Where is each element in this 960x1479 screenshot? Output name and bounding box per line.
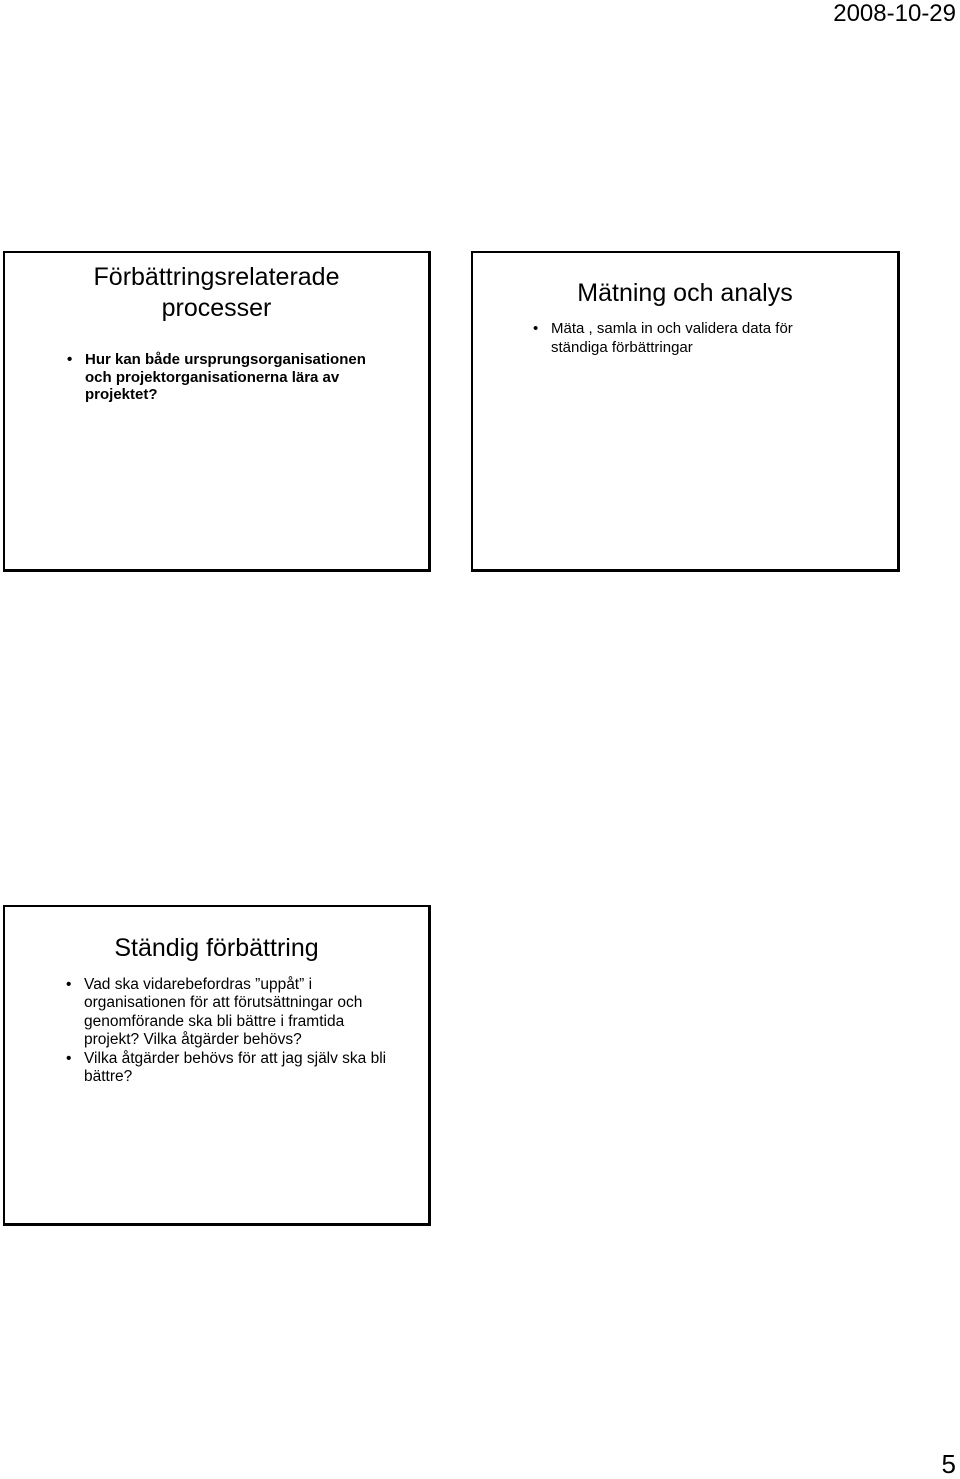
bullet-item <box>66 1050 398 1087</box>
slide-title: Ständig förbättring <box>114 934 319 962</box>
slide-title: Förbättringsrelaterade processer <box>93 263 340 322</box>
bullet-dot-icon: • <box>66 1050 72 1068</box>
slide-matning-och-analys <box>471 251 900 572</box>
header-date: 2008-10-29 <box>833 0 956 27</box>
bullet-dot-icon: • <box>67 351 73 368</box>
bullet-dot-icon: • <box>533 320 539 337</box>
bullet-text: Vilka åtgärder behövs för att jag själv ska bli bättre? <box>84 1050 387 1086</box>
bullet-text: Vad ska vidarebefordras ”uppåt” i organisationen för att förutsättningar och genomförande ska bli bättre i framtida projekt? Vilka åtgärder behövs? <box>84 976 363 1048</box>
bullet-dot-icon: • <box>66 976 72 993</box>
slide-title: Mätning och analys <box>577 279 793 307</box>
bullet-item <box>66 976 398 1049</box>
bullet-item <box>533 319 837 357</box>
page-number: 5 <box>941 1449 956 1479</box>
bullet-text: Hur kan både ursprungsorganisationen och projektorganisationerna lära av projektet? <box>85 351 366 403</box>
slide-forbattringsrelaterade-processer <box>3 251 431 572</box>
slide-standig-forbattring <box>3 905 431 1226</box>
bullet-item <box>67 351 368 404</box>
bullet-text: Mäta , samla in och validera data för ständiga förbättringar <box>551 320 793 356</box>
bullet-list <box>67 351 368 404</box>
bullet-list <box>533 319 837 357</box>
bullet-list <box>66 976 398 1087</box>
